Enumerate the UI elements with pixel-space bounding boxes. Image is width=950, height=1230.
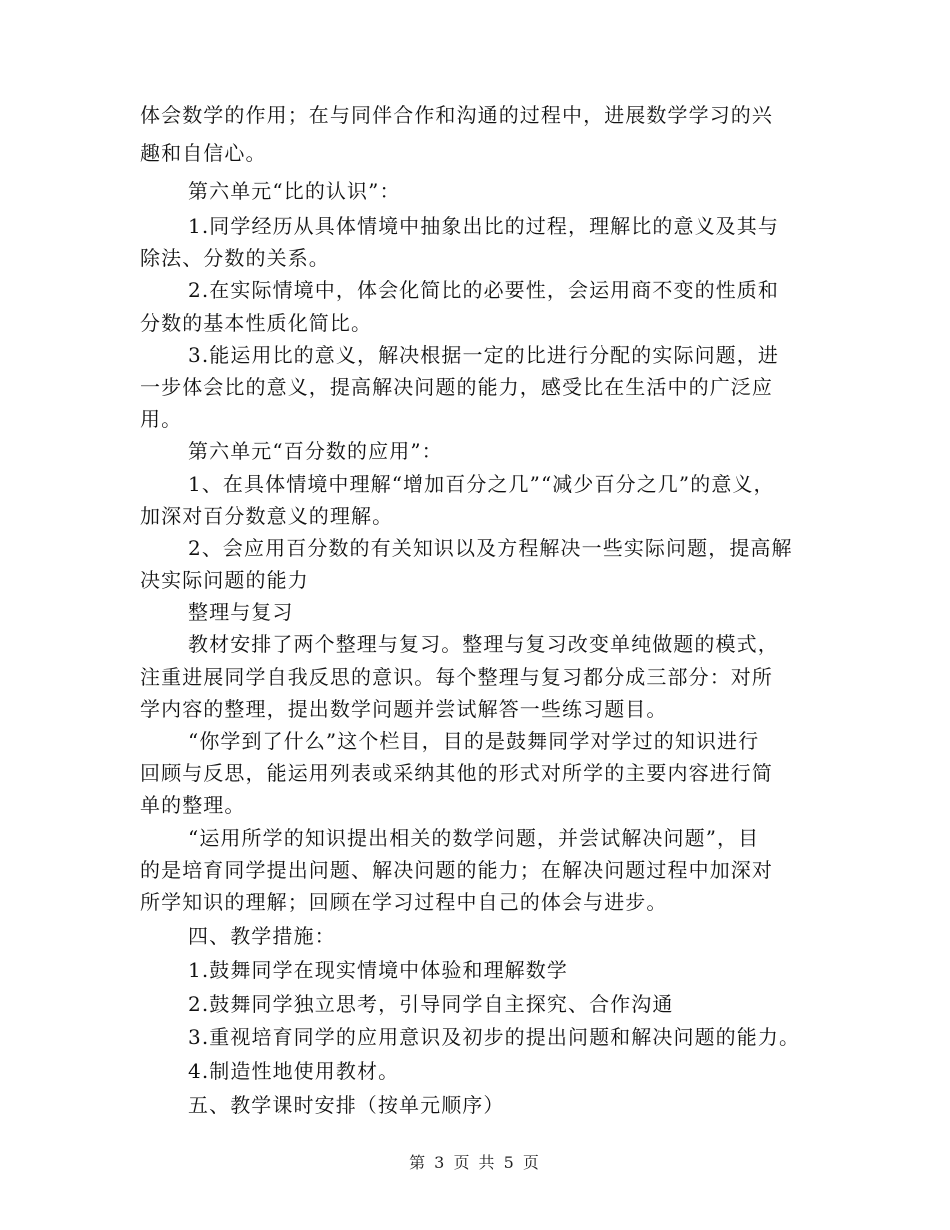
text-line: 单的整理。: [140, 793, 246, 817]
section-heading: 第六单元“比的认识”：: [188, 179, 401, 203]
text-line: 除法、分数的关系。: [140, 246, 330, 270]
text-line: 的是培育同学提出问题、解决问题的能力；在解决问题过程中加深对: [140, 858, 773, 882]
text-line: 3.能运用比的意义，解决根据一定的比进行分配的实际问题，进: [188, 343, 779, 367]
text-line: 加深对百分数意义的理解。: [140, 504, 394, 528]
text-line: 1.同学经历从具体情境中抽象出比的过程，理解比的意义及其与: [188, 214, 779, 238]
text-line: 学内容的整理，提出数学问题并尝试解答一些练习题目。: [140, 697, 668, 721]
section-heading: 四、教学措施：: [188, 924, 336, 948]
text-line: 用。: [140, 407, 183, 431]
list-item: 4.制造性地使用教材。: [188, 1059, 400, 1083]
text-line: 决实际问题的能力: [140, 568, 309, 592]
text-line: 体会数学的作用；在与同伴合作和沟通的过程中，进展数学学习的兴: [140, 103, 773, 127]
text-line: 2.在实际情境中，体会化简比的必要性，会运用商不变的性质和: [188, 278, 779, 302]
text-line: 2、会应用百分数的有关知识以及方程解决一些实际问题，提高解: [188, 536, 793, 560]
list-item: 1.鼓舞同学在现实情境中体验和理解数学: [188, 958, 568, 982]
text-line: 所学知识的理解；回顾在学习过程中自己的体会与进步。: [140, 890, 668, 914]
text-line: “你学到了什么”这个栏目，目的是鼓舞同学对学过的知识进行: [188, 729, 760, 753]
list-item: 3.重视培育同学的应用意识及初步的提出问题和解决问题的能力。: [188, 1025, 801, 1049]
text-line: 回顾与反思，能运用列表或采纳其他的形式对所学的主要内容进行简: [140, 761, 773, 785]
text-line: 分数的基本性质化简比。: [140, 311, 373, 335]
text-line: “运用所学的知识提出相关的数学问题，并尝试解决问题”，目: [188, 826, 760, 850]
page-number-footer: 第 3 页 共 5 页: [409, 1153, 541, 1172]
list-item: 2.鼓舞同学独立思考，引导同学自主探究、合作沟通: [188, 992, 674, 1016]
text-line: 趣和自信心。: [140, 141, 267, 165]
section-heading: 五、教学课时安排（按单元顺序）: [188, 1093, 505, 1117]
text-line: 1、在具体情境中理解“增加百分之几”“减少百分之几”的意义，: [188, 472, 775, 496]
text-line: 教材安排了两个整理与复习。整理与复习改变单纯做题的模式，: [188, 632, 779, 656]
section-heading: 整理与复习: [188, 600, 294, 624]
section-heading: 第六单元“百分数的应用”：: [188, 439, 443, 463]
text-line: 一步体会比的意义，提高解决问题的能力，感受比在生活中的广泛应: [140, 375, 773, 399]
text-line: 注重进展同学自我反思的意识。每个整理与复习都分成三部分：对所: [140, 665, 773, 689]
